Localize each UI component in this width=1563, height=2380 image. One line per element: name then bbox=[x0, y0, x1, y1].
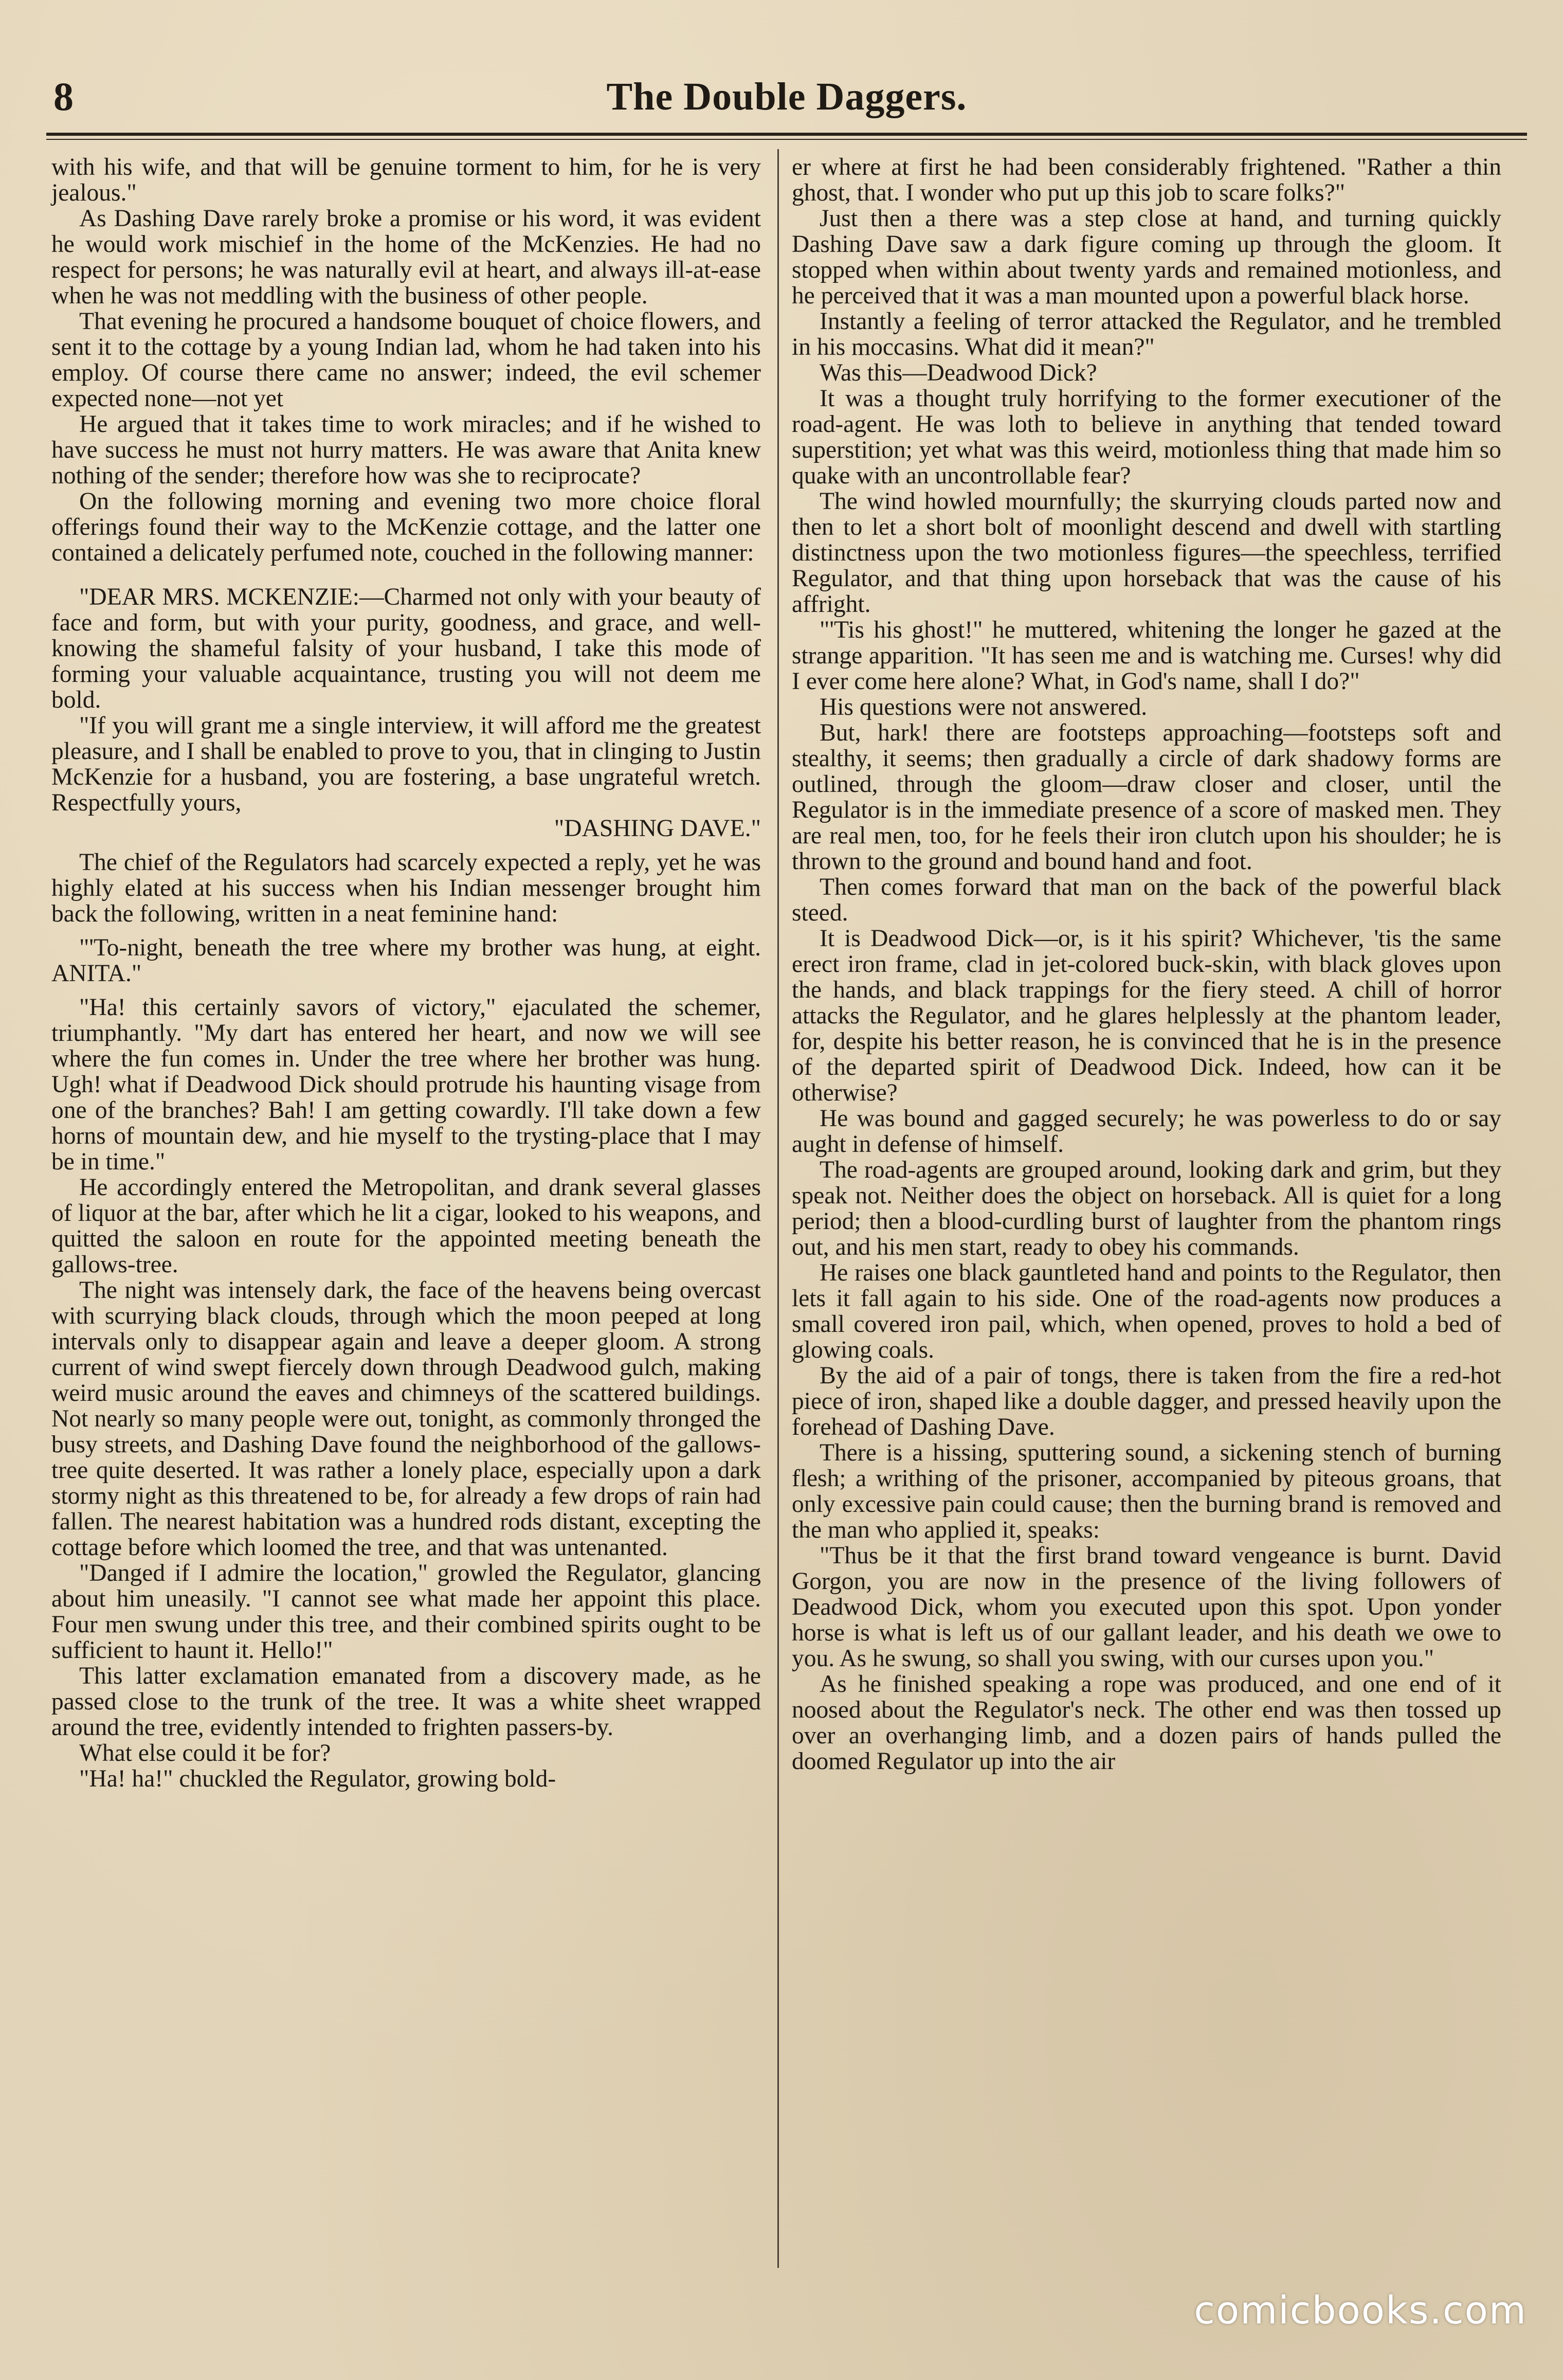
paragraph: "If you will grant me a single interview, it will afford me the greatest pleasure, and I shall be enabled to prove to you, that in clinging to Justin McKenzie for a husband, you are fostering, a base ungrateful wretch. Respectfully yours, bbox=[51, 712, 761, 816]
paragraph: The night was intensely dark, the face of the heavens being overcast with scurrying black clouds, through which the moon peeped at long intervals only to disappear again and leave a deeper gloom. A strong current of wind swept fiercely down through Deadwood gulch, making weird music around the eaves and chimneys of the scattered buildings. Not nearly so many people were out, tonight, as commonly thronged the busy streets, and Dashing Dave found the neighborhood of the gallows-tree quite deserted. It was rather a lonely place, especially upon a dark stormy night as this threatened to be, for already a few drops of rain had fallen. The nearest habitation was a hundred rods distant, excepting the cottage before which loomed the tree, and that was untenanted. bbox=[51, 1277, 761, 1561]
paragraph: It was a thought truly horrifying to the former executioner of the road-agent. He was loth to believe in anything that tended toward superstition; yet what was this weird, motionless thing that made him so quake with an uncontrollable fear? bbox=[792, 385, 1501, 489]
right-column bbox=[792, 154, 1501, 1774]
paragraph: But, hark! there are footsteps approaching—footsteps soft and stealthy, it seems; then gradually a circle of dark shadowy forms are outlined, through the gloom—draw closer and closer, until the Regulator is in the immediate presence of a score of masked men. They are real men, too, for he feels their iron clutch upon his shoulder; he is thrown to the ground and bound hand and foot. bbox=[792, 719, 1501, 875]
paragraph: "Ha! ha!" chuckled the Regulator, growing bold- bbox=[79, 1765, 556, 1792]
paragraph: Was this—Deadwood Dick? bbox=[820, 359, 1097, 386]
paragraph: He was bound and gagged securely; he was powerless to do or say aught in defense of himself. bbox=[792, 1105, 1501, 1158]
paragraph: As Dashing Dave rarely broke a promise or his word, it was evident he would work mischief in the home of the McKenzies. He had no respect for persons; he was naturally evil at heart, and always ill-at-ease when he was not meddling with the business of other people. bbox=[51, 205, 761, 309]
paragraph: On the following morning and evening two more choice floral offerings found their way to the McKenzie cottage, and the latter one contained a delicately perfumed note, couched in the following manner: bbox=[51, 488, 761, 566]
paragraph: Then comes forward that man on the back of the powerful black steed. bbox=[792, 874, 1501, 926]
paragraph: "'Tis his ghost!" he muttered, whitening the longer he gazed at the strange apparition. "It has seen me and is watching me. Curses! why did I ever come here alone? What, in God's name, shall I do?" bbox=[792, 617, 1501, 695]
paragraph: Instantly a feeling of terror attacked the Regulator, and he trembled in his moccasins. What did it mean?" bbox=[792, 308, 1501, 360]
paragraph: There is a hissing, sputtering sound, a sickening stench of burning flesh; a writhing of the prisoner, accompanied by piteous groans, that only excessive pain could cause; then the burning brand is removed and the man who applied it, speaks: bbox=[792, 1439, 1501, 1543]
paragraph: By the aid of a pair of tongs, there is taken from the fire a red-hot piece of iron, shaped like a double dagger, and pressed heavily upon the forehead of Dashing Dave. bbox=[792, 1362, 1501, 1440]
paragraph: "'To-night, beneath the tree where my brother was hung, at eight. ANITA." bbox=[51, 934, 761, 987]
paragraph: This latter exclamation emanated from a discovery made, as he passed close to the trunk of the tree. It was a white sheet wrapped around the tree, evidently intended to frighten passers-by. bbox=[51, 1663, 761, 1741]
paragraph: "DEAR MRS. MCKENZIE:—Charmed not only with your beauty of face and form, but with your purity, goodness, and grace, and well-knowing the shameful falsity of your husband, I take this mode of forming your valuable acquaintance, trusting you will not deem me bold. bbox=[51, 584, 761, 713]
paragraph: Just then a there was a step close at hand, and turning quickly Dashing Dave saw a dark figure coming up through the gloom. It stopped when within about twenty yards and remained motionless, and he perceived that it was a man mounted upon a powerful black horse. bbox=[792, 205, 1501, 309]
column-divider bbox=[777, 149, 779, 2268]
paragraph: What else could it be for? bbox=[79, 1740, 331, 1766]
paragraph: It is Deadwood Dick—or, is it his spirit? Whichever, 'tis the same erect iron frame, clad in jet-colored buck-skin, with black gloves upon the hands, and black trappings for the fiery steed. A chill of horror attacks the Regulator, and he glares helplessly at the phantom leader, for, despite his better reason, he is convinced that he is in the presence of the departed spirit of Deadwood Dick. Indeed, how can it be otherwise? bbox=[792, 925, 1501, 1106]
left-column bbox=[51, 154, 761, 1792]
running-title: The Double Daggers. bbox=[606, 75, 967, 118]
header-rule bbox=[46, 133, 1527, 136]
paragraph: The chief of the Regulators had scarcely expected a reply, yet he was highly elated at his success when his Indian messenger brought him back the following, written in a neat feminine hand: bbox=[51, 849, 761, 927]
paragraph: That evening he procured a handsome bouquet of choice flowers, and sent it to the cottage by a young Indian lad, whom he had taken into his employ. Of course there came no answer; indeed, the evil schemer expected none—not yet bbox=[51, 308, 761, 412]
paragraph: "Ha! this certainly savors of victory," ejaculated the schemer, triumphantly. "My dart has entered her heart, and now we will see where the fun comes in. Under the tree where her brother was hung. Ugh! what if Deadwood Dick should protrude his haunting visage from one of the branches? Bah! I am getting cowardly. I'll take down a few horns of mountain dew, and hie myself to the trysting-place that I may be in time." bbox=[51, 994, 761, 1175]
header-rule-thin bbox=[46, 139, 1527, 140]
paragraph: "Danged if I admire the location," growled the Regulator, glancing about him uneasily. "I cannot see what made her appoint this place. Four men swung under this tree, and their combined spirits ought to be sufficient to haunt it. Hello!" bbox=[51, 1560, 761, 1664]
paragraph: He argued that it takes time to work miracles; and if he wished to have success he must not hurry matters. He was aware that Anita knew nothing of the sender; therefore how was she to reciprocate? bbox=[51, 411, 761, 489]
paragraph: "DASHING DAVE." bbox=[554, 815, 761, 842]
watermark: comicbooks.com bbox=[1194, 2288, 1527, 2333]
paragraph: "Thus be it that the first brand toward vengeance is burnt. David Gorgon, you are now in the presence of the living followers of Deadwood Dick, whom you executed upon this spot. Upon yonder horse is what is left us of our gallant leader, and his death we owe to you. As he swung, so shall you swing, with our curses upon you." bbox=[792, 1542, 1501, 1672]
paragraph: He accordingly entered the Metropolitan, and drank several glasses of liquor at the bar, after which he lit a cigar, looked to his weapons, and quitted the saloon en route for the appointed meeting beneath the gallows-tree. bbox=[51, 1174, 761, 1278]
paragraph: He raises one black gauntleted hand and points to the Regulator, then lets it fall again to his side. One of the road-agents now produces a small covered iron pail, which, when opened, proves to hold a bed of glowing coals. bbox=[792, 1259, 1501, 1363]
paragraph: As he finished speaking a rope was produced, and one end of it noosed about the Regulator's neck. The other end was then tossed up over an overhanging limb, and a dozen pairs of hands pulled the doomed Regulator up into the air bbox=[792, 1671, 1501, 1775]
page-number: 8 bbox=[53, 74, 74, 119]
paragraph: His questions were not answered. bbox=[820, 694, 1148, 720]
paragraph: The road-agents are grouped around, looking dark and grim, but they speak not. Neither does the object on horseback. All is quiet for a long period; then a blood-curdling burst of laughter from the phantom rings out, and his men start, ready to obey his commands. bbox=[792, 1157, 1501, 1260]
paragraph: with his wife, and that will be genuine torment to him, for he is very jealous." bbox=[51, 154, 761, 206]
paragraph: er where at first he had been considerably frightened. "Rather a thin ghost, that. I wonder who put up this job to scare folks?" bbox=[792, 154, 1501, 206]
paragraph: The wind howled mournfully; the skurrying clouds parted now and then to let a short bolt of moonlight descend and dwell with startling distinctness upon the two motionless figures—the speechless, terrified Regulator, and that thing upon horseback that was the cause of his affright. bbox=[792, 488, 1501, 618]
